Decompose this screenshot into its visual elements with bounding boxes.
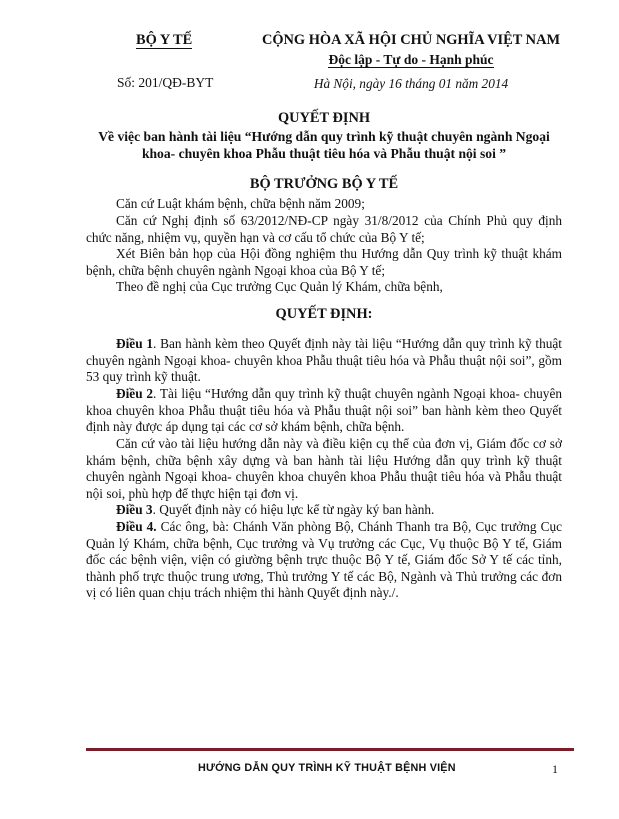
ministry-name: BỘ Y TẾ [136,32,193,48]
article-3-label: Điều 3 [116,502,153,517]
article-1-label: Điều 1 [116,336,154,351]
article-2-continuation: Căn cứ vào tài liệu hướng dẫn này và điều kiện cụ thể của đơn vị, Giám đốc cơ sở khám bệnh, chữa bệnh xây dựng và ban hành tài liệu Hướng dẫn quy trình kỹ thuật chuyên ngành Ngoại khoa- chuyên khoa chuyên khoa Phẫu thuật tiêu hóa và Phẫu thuật nội soi, phù hợp để thực hiện tại đơn vị. [86,436,562,501]
decision-heading: QUYẾT ĐỊNH: [275,306,373,322]
document-number: Số: 201/QĐ-BYT [117,75,214,90]
article-3-text: . Quyết định này có hiệu lực kể từ ngày ký ban hành. [152,502,435,517]
article-2 [86,386,562,436]
article-4-label: Điều 4. [116,519,157,534]
article-4 [86,519,562,602]
article-2-text: . Tài liệu “Hướng dẫn quy trình kỹ thuật chuyên ngành Ngoại khoa- chuyên khoa chuyên khoa Phẫu thuật tiêu hóa và Phẫu thuật nội soi” ban hành kèm theo Quyết định này được áp dụng tại các cơ sở khám bệnh, chữa bệnh. [86,386,562,435]
legal-basis-3: Xét Biên bản họp của Hội đồng nghiệm thu Hướng dẫn Quy trình kỹ thuật khám bệnh, chữa bệnh chuyên ngành Ngoại khoa của Bộ Y tế; [86,246,562,278]
decision-title: QUYẾT ĐỊNH [277,110,371,126]
article-1-text: . Ban hành kèm theo Quyết định này tài liệu “Hướng dẫn quy trình kỹ thuật chuyên ngành Ngoại khoa- chuyên khoa Phẫu thuật tiêu hóa và Phẫu thuật nội soi”, gồm 53 quy trình kỹ thuật. [86,336,563,385]
footer-title: HƯỚNG DẪN QUY TRÌNH KỸ THUẬT BỆNH VIỆN [198,762,456,774]
decision-subject-line1: Về việc ban hành tài liệu “Hướng dẫn quy trình kỹ thuật chuyên ngành Ngoại [98,129,550,144]
article-2-label: Điều 2 [116,386,154,401]
place-date: Hà Nội, ngày 16 tháng 01 năm 2014 [313,76,509,91]
legal-basis-4: Theo đề nghị của Cục trưởng Cục Quản lý Khám, chữa bệnh, [116,279,443,294]
legal-basis-2: Căn cứ Nghị định số 63/2012/NĐ-CP ngày 31/8/2012 của Chính Phủ quy định chức năng, nhiệm vụ, quyền hạn và cơ cấu tổ chức của Bộ Y tế; [86,213,562,245]
article-1 [86,336,562,386]
issuing-authority: BỘ TRƯỞNG BỘ Y TẾ [249,176,399,192]
legal-basis-1: Căn cứ Luật khám bệnh, chữa bệnh năm 2009; [116,196,365,211]
country-name: CỘNG HÒA XÃ HỘI CHỦ NGHĨA VIỆT NAM [261,32,561,48]
page-number: 1 [552,762,558,776]
decision-subject [72,128,576,162]
national-motto: Độc lập - Tự do - Hạnh phúc [328,52,494,67]
decision-subject-line2: khoa- chuyên khoa Phẫu thuật tiêu hóa và Phẫu thuật nội soi ” [141,146,507,161]
article-3 [86,502,562,519]
article-4-text: Các ông, bà: Chánh Văn phòng Bộ, Chánh Thanh tra Bộ, Cục trưởng Cục Quản lý Khám, chữa bệnh, Cục trưởng và Vụ trưởng các Cục, Vụ thuộc Bộ Y tế, Giám đốc các bệnh viện, viện có giường bệnh trực thuộc Bộ Y tế, Giám đốc Sở Y tế các tỉnh, thành phố trực thuộc trung ương, Thủ trưởng Y tế các Bộ, Ngành và Thủ trưởng các đơn vị có liên quan chịu trách nhiệm thi hành Quyết định này./. [86,519,562,601]
footer-divider [86,748,574,751]
